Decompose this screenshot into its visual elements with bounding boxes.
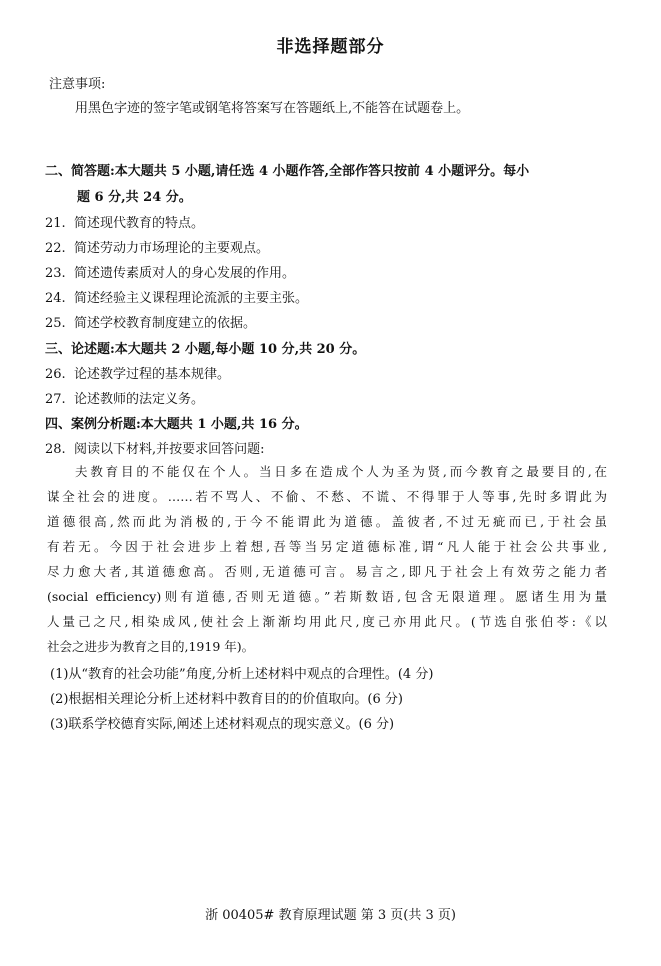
question-number: 22. [45,241,66,256]
question-number: 24. [45,291,66,306]
section4-header: 四、案例分析题:本大题共 1 小题,共 16 分。 [45,417,308,432]
question-number: 27. [45,392,66,407]
section2-header-cont: 题 6 分,共 24 分。 [77,190,192,205]
question-22 [45,237,269,256]
question-26 [45,363,230,382]
question-24 [45,287,308,306]
question-text: 简述劳动力市场理论的主要观点。 [74,241,270,256]
question-text: 论述教学过程的基本规律。 [74,367,231,382]
passage-line: 尽力愈大者,其道德愈高。否则,无道德可言。易言之,即凡于社会上有效劳之能力者 [47,564,607,579]
passage-line: 有若无。今因于社会进步上着想,吾等当另定道德标准,谓“凡人能于社会公共事业, [47,539,607,554]
question-text: 简述学校教育制度建立的依据。 [74,316,257,331]
question-number: 23. [45,266,66,281]
question-27 [45,388,204,407]
sub-question-1: (1)从“教育的社会功能”角度,分析上述材料中观点的合理性。(4 分) [50,667,434,682]
question-text: 简述现代教育的特点。 [74,216,205,231]
page-title: 非选择题部分 [276,37,385,57]
question-text: 简述经验主义课程理论流派的主要主张。 [74,291,309,306]
passage-line: (social efficiency)则有道德,否则无道德。”若斯数语,包含无限道理。愿诸生用为量 [47,589,607,604]
passage-line: 夫教育目的不能仅在个人。当日多在造成个人为圣为贤,而今教育之最要目的,在 [75,464,607,479]
notice-text: 用黑色字迹的签字笔或钢笔将答案写在答题纸上,不能答在试题卷上。 [75,101,470,116]
notice-heading: 注意事项: [49,77,106,92]
question-21 [45,212,204,231]
question-text: 简述遗传素质对人的身心发展的作用。 [74,266,296,281]
question-number: 26. [45,367,66,382]
section2-header: 二、简答题:本大题共 5 小题,请任选 4 小题作答,全部作答只按前 4 小题评分。每小 [45,164,530,179]
question-23 [45,262,295,281]
question-text: 阅读以下材料,并按要求回答问题: [74,442,265,457]
question-25 [45,312,256,331]
page-footer: 浙 00405# 教育原理试题 第 3 页(共 3 页) [205,908,456,923]
sub-question-3: (3)联系学校德育实际,阐述上述材料观点的现实意义。(6 分) [50,717,395,732]
question-28 [45,438,265,457]
passage-line: 人量己之尺,相染成风,使社会上渐渐均用此尺,度己亦用此尺。(节选自张伯苓:《以 [47,614,607,629]
passage-line: 谋全社会的进度。……若不骂人、不偷、不愁、不谎、不得罪于人等事,先时多谓此为 [47,489,607,504]
section3-header: 三、论述题:本大题共 2 小题,每小题 10 分,共 20 分。 [45,342,366,357]
question-number: 21. [45,216,66,231]
passage-line: 道德很高,然而此为消极的,于今不能谓此为道德。盖彼者,不过无疵而已,于社会虽 [47,514,607,529]
question-number: 28. [45,442,66,457]
passage-line: 社会之进步为教育之目的,1919 年)。 [47,639,255,654]
question-number: 25. [45,316,66,331]
sub-question-2: (2)根据相关理论分析上述材料中教育目的的价值取向。(6 分) [50,692,403,707]
question-text: 论述教师的法定义务。 [74,392,205,407]
